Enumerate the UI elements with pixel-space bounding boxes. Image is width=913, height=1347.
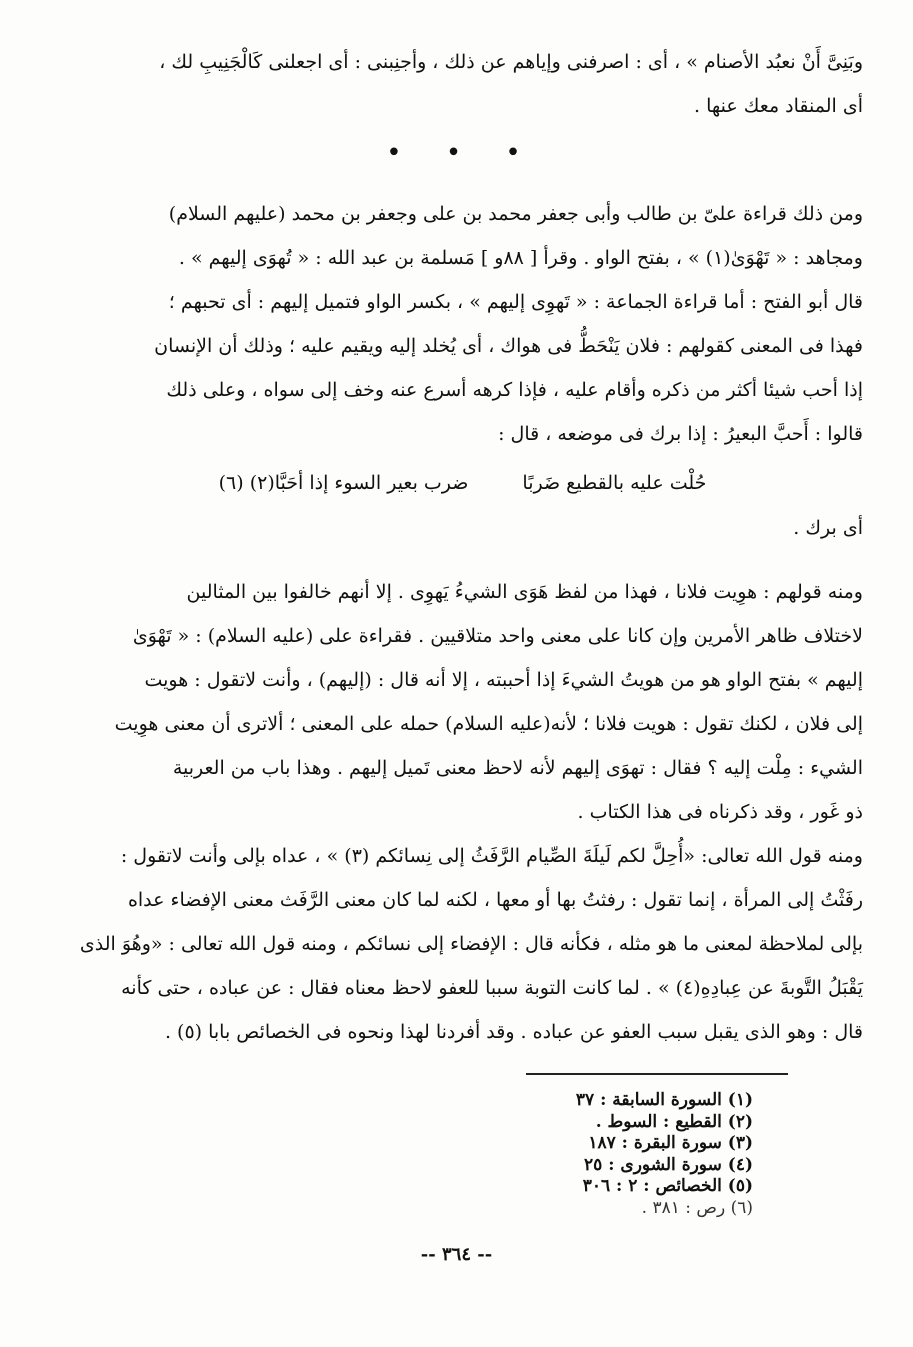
- paragraph-3-line-5: الشيء : مِلْت إليه ؟ فقال : تهوَى إليهم لأنه لاحظ معنى تَميل إليهم . وهذا باب من العربية: [172, 757, 863, 779]
- footnote-1: (١) السورة السابقة : ٣٧: [575, 1090, 753, 1110]
- paragraph-3-line-4: إلى فلان ، لكنك تقول : هويت فلانا ؛ لأنه(عليه السلام) حمله على المعنى ؛ ألاترى أن معنى هوِيت: [114, 713, 863, 735]
- paragraph-2-line-4: قالوا : أَحبَّ البعيرُ : إذا برك فى موضعه ، قال :: [498, 423, 863, 445]
- paragraph-4-line-1: ومنه قول الله تعالى: «أُحِلَّ لكم لَيلَةَ الصِّيام الرَّفَثُ إلى نِسائكم (٣) » ، عداه بإلى وأنت لاتقول :: [120, 845, 863, 867]
- intro-line-1: وبَنِىَّ أَنْ نعبُد الأصنام » ، أى : اصرفنى وإياهم عن ذلك ، وأجنِبنى : أى اجعلنى كَالْجَنِيبِ لك ،: [159, 51, 863, 73]
- footnote-6: (٦) رص : ٣٨١ .: [641, 1197, 753, 1218]
- paragraph-3-line-1: ومنه قولهم : هوِيت فلانا ، فهذا من لفظ هَوَى الشيءُ يَهوِى . إلا أنهم خالفوا بين المثالين: [186, 581, 863, 603]
- paragraph-3: [62, 570, 863, 834]
- footnotes: [493, 1090, 753, 1219]
- section-separator: • • •: [386, 138, 539, 168]
- intro-line-2: أى المنقاد معك عنها .: [694, 95, 863, 117]
- intro-paragraph: [62, 40, 863, 128]
- paragraph-3-line-3: إليهم » بفتح الواو هو من هويتُ الشيءَ إذا أحببته ، إلا أنه قال : (إليهم) ، وأنت لاتقول : هويت: [144, 669, 863, 691]
- paragraph-1-line-2: ومجاهد : « تَهْوَىٰ(١) » ، بفتح الواو . وقرأ [ ٨٨و ] مَسلمة بن عبد الله : « تُهوَى إليهم » .: [178, 247, 863, 269]
- paragraph-3-line-6: ذو غَور ، وقد ذكرناه فى هذا الكتاب .: [577, 801, 863, 823]
- paragraph-1: [62, 192, 863, 280]
- paragraph-1-line-1: ومن ذلك قراءة علىّ بن طالب وأبى جعفر محمد بن على وجعفر بن محمد (عليهم السلام): [168, 203, 863, 225]
- paragraph-4: [62, 834, 863, 1054]
- footnote-3: (٣) سورة البقرة : ١٨٧: [588, 1133, 753, 1153]
- poem-explanation: [62, 506, 863, 550]
- poem-after-line: أى برك .: [793, 517, 863, 539]
- poem-hemistich-2: ضرب بعير السوء إذا أحَبَّا(٢) (٦): [218, 472, 469, 494]
- paragraph-4-line-5: قال : وهو الذى يقبل سبب العفو عن عباده . وقد أفردنا لهذا ونحوه فى الخصائص بابا (٥) .: [164, 1021, 863, 1043]
- paragraph-2-line-3: إذا أحب شيئا أكثر من ذكره وأقام عليه ، فإذا كرهه أسرع عنه وخف إلى سواه ، وعلى ذلك: [166, 379, 863, 401]
- poem-verse: [62, 460, 863, 506]
- paragraph-4-line-4: يَقْبَلُ التَّوبةَ عن عِبادِهِ(٤) » . لما كانت التوبة سببا للعفو لاحظ معناه فقال : عن عباده ، حتى كأنه: [121, 977, 863, 999]
- paragraph-2-line-2: فهذا فى المعنى كقولهم : فلان يَنْحَطُّ فى هواك ، أى يُخلد إليه ويقيم عليه ؛ وذلك أن الإنسان: [154, 335, 863, 357]
- paragraph-2-line-1: قال أبو الفتح : أما قراءة الجماعة : « تَهوِى إليهم » ، بكسر الواو فتميل إليهم : أى تحبهم ؛: [168, 291, 863, 313]
- paragraph-3-line-2: لاختلاف ظاهر الأمرين وإن كانا على معنى واحد متلاقيين . فقراءة على (عليه السلام) : « تَهْوَىٰ: [132, 625, 863, 647]
- page-number: -- ٣٦٤ --: [420, 1244, 493, 1265]
- paragraph-2: [62, 280, 863, 456]
- poem-hemistich-1: حُلْت عليه بالقطيع ضَربًا: [522, 472, 707, 494]
- footnote-4: (٤) سورة الشورى : ٢٥: [584, 1154, 753, 1175]
- footnote-5: (٥) الخصائص : ٢ : ٣٠٦: [582, 1176, 753, 1196]
- paragraph-4-line-3: بإلى لملاحظة لمعنى ما هو مثله ، فكأنه قال : الإفضاء إلى نسائكم ، ومنه قول الله تعالى : «وهُوَ الذى: [79, 933, 863, 955]
- footnote-2: (٢) القطيع : السوط .: [595, 1111, 753, 1132]
- footnote-divider: [526, 1073, 788, 1075]
- paragraph-4-line-2: رفَثْتُ إلى المرأة ، إنما تقول : رفثتُ بها أو معها ، لكنه لما كان معنى الرَّفَث معنى الإفضاء عداه: [127, 889, 863, 911]
